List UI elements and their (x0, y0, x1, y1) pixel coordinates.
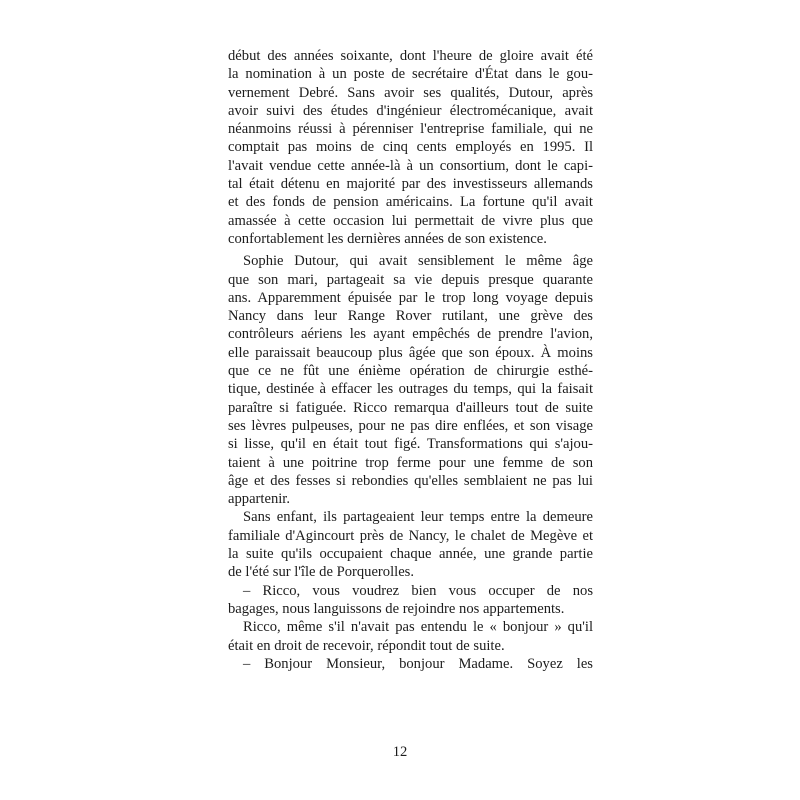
text-line: la nomination à un poste de secrétaire d'État dans le gou- (228, 66, 593, 83)
text-line: tique, destinée à effacer les outrages du temps, qui la faisait (228, 381, 593, 398)
text-line: avoir suivi des études d'ingénieur électromécanique, avait (228, 102, 593, 119)
body-text (228, 47, 593, 673)
text-line: paraître si fatiguée. Ricco remarqua d'ailleurs tout de suite (228, 399, 593, 416)
text-line: confortablement les dernières années de son existence. (228, 230, 547, 247)
text-line: si lisse, qu'il en était tout figé. Transformations qui s'ajou- (228, 436, 593, 453)
text-line: amassée à cette occasion lui permettait de vivre plus que (228, 212, 593, 229)
text-line: Ricco, même s'il n'avait pas entendu le « bonjour » qu'il (243, 619, 593, 636)
text-line: Sophie Dutour, qui avait sensiblement le même âge (243, 253, 593, 270)
text-line: Sans enfant, ils partageaient leur temps entre la demeure (243, 509, 593, 526)
text-line: contrôleurs aériens les ayant empêchés de prendre l'avion, (228, 326, 593, 343)
text-line: taient à une poitrine trop ferme pour une femme de son (228, 454, 593, 471)
text-line: vernement Debré. Sans avoir ses qualités, Dutour, après (228, 84, 593, 101)
text-line: que ce ne fût une énième opération de chirurgie esthé- (228, 363, 593, 380)
text-line: bagages, nous languissons de rejoindre nos appartements. (228, 600, 565, 617)
text-line: appartenir. (228, 491, 290, 508)
text-line: elle paraissait beaucoup plus âgée que son époux. À moins (228, 344, 593, 361)
paragraph (228, 655, 593, 673)
text-line: Nancy dans leur Range Rover rutilant, une grève des (228, 308, 593, 325)
text-line: familiale d'Agincourt près de Nancy, le chalet de Megève et (228, 527, 593, 544)
paragraph (228, 252, 593, 508)
text-line: de l'été sur l'île de Porquerolles. (228, 564, 415, 581)
text-line: la suite qu'ils occupaient chaque année, une grande partie (228, 546, 593, 563)
text-line: que son mari, partageait sa vie depuis presque quarante (228, 271, 593, 288)
text-line: tal était détenu en majorité par des investisseurs allemands (228, 176, 593, 193)
text-line: ans. Apparemment épuisée par le trop long voyage depuis (228, 289, 593, 306)
paragraph (228, 582, 593, 619)
page-number: 12 (392, 744, 408, 760)
text-line: – Ricco, vous voudrez bien vous occuper de nos (243, 582, 593, 599)
text-line: début des années soixante, dont l'heure de gloire avait été (228, 48, 593, 64)
text-line: et des fonds de pension américains. La fortune qu'il avait (228, 194, 593, 211)
paragraph (228, 618, 593, 655)
text-line: ses lèvres pulpeuses, pour ne pas dire enflées, et son visage (228, 417, 593, 434)
text-line: néanmoins réussi à pérenniser l'entreprise familiale, qui ne (228, 121, 593, 138)
text-line: était en droit de recevoir, répondit tout de suite. (228, 637, 505, 654)
paragraph (228, 508, 593, 581)
text-line: l'avait vendue cette année-là à un consortium, dont le capi- (228, 157, 593, 174)
text-line: – Bonjour Monsieur, bonjour Madame. Soyez les (243, 655, 593, 672)
paragraph (228, 47, 593, 248)
text-line: âge et des fesses si rebondies qu'elles semblaient ne pas lui (228, 472, 593, 489)
text-line: comptait pas moins de cinq cents employés en 1995. Il (228, 139, 593, 156)
